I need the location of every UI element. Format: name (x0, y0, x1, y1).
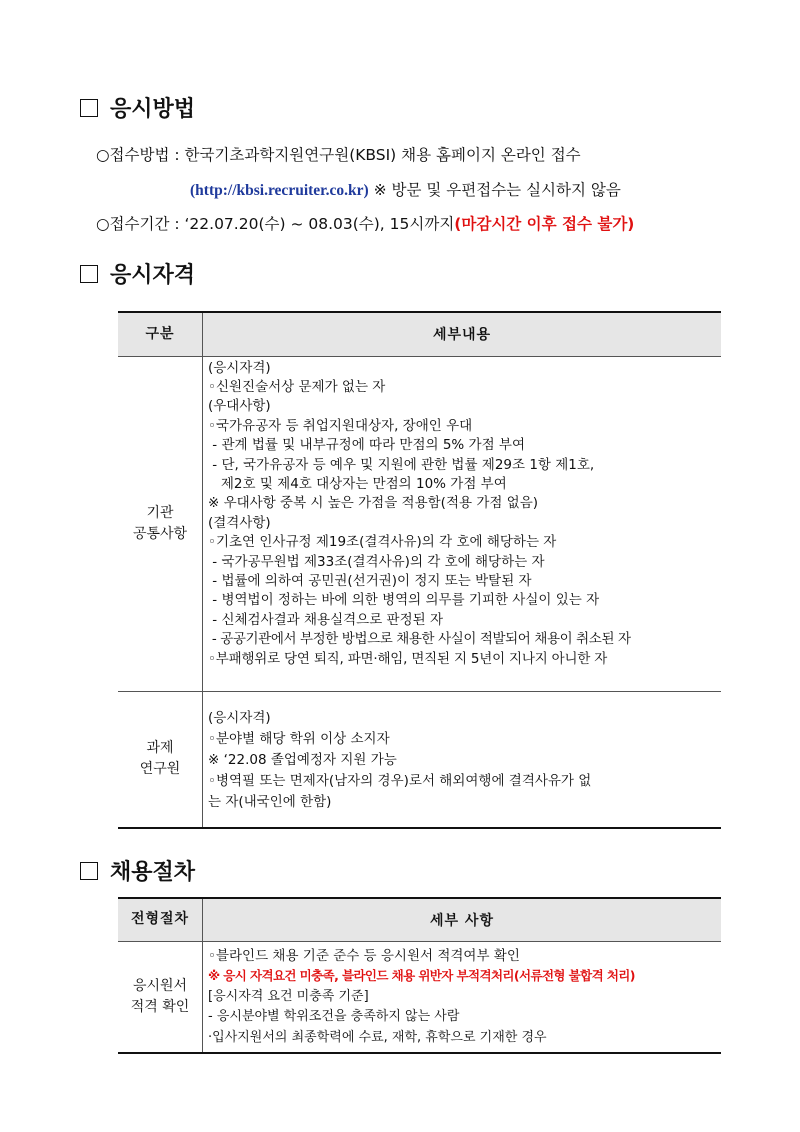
row-detail: (응시자격) ◦분야별 해당 학위 이상 소지자 ※ ‘22.08 졸업예정자 지원 가능 ◦병역필 또는 면제자(남자의 경우)로서 해외여행에 결격사유가 없 는 자(내국인에 한함) (203, 691, 722, 828)
row-category: 기관 공통사항 (118, 356, 203, 691)
row-detail: ◦블라인드 채용 기준 준수 등 응시원서 적격여부 확인 ※ 응시 자격요건 미충족, 블라인드 채용 위반자 부적격처리(서류전형 불합격 처리) [응시자격 요건 미충족 기준] - 응시분야별 학위조건을 충족하지 않는 사람 ·입사지원서의 최종학력에 수료, 재학, 휴학으로 기재한 경우 (203, 941, 722, 1053)
row-category: 과제 연구원 (118, 691, 203, 828)
header-detail: 세부내용 (203, 312, 722, 356)
checkbox-square-icon (80, 99, 98, 117)
table-header-row (118, 898, 721, 941)
table-row (118, 941, 721, 1053)
method-note: ※ 방문 및 우편접수는 실시하지 않음 (368, 181, 621, 199)
table-row (118, 691, 721, 828)
method-link-line (190, 178, 621, 200)
header-category: 구분 (118, 312, 203, 356)
section-title-method: 응시방법 (80, 92, 195, 123)
method-line: ○접수방법 : 한국기초과학지원연구원(KBSI) 채용 홈페이지 온라인 접수 (96, 146, 581, 164)
period-line (96, 212, 634, 234)
checkbox-square-icon (80, 862, 98, 880)
period-text: ○접수기간 : ‘22.07.20(수) ~ 08.03(수), 15시까지 (96, 215, 455, 233)
header-detail: 세부 사항 (203, 898, 722, 941)
table-row (118, 356, 721, 691)
checkbox-square-icon (80, 265, 98, 283)
section-title-procedure: 채용절차 (80, 855, 195, 886)
period-deadline-note: (마감시간 이후 접수 불가) (454, 215, 635, 233)
header-category: 전형절차 (118, 898, 203, 941)
procedure-table (118, 897, 721, 1054)
row-category: 응시원서 적격 확인 (118, 941, 203, 1053)
recruit-link[interactable]: (http://kbsi.recruiter.co.kr) (190, 182, 369, 199)
row-detail: (응시자격) ◦신원진술서상 문제가 없는 자 (우대사항) ◦국가유공자 등 취업지원대상자, 장애인 우대 - 관계 법률 및 내부규정에 따라 만점의 5% 가점 부여 - 단, 국가유공자 등 예우 및 지원에 관한 법률 제29조 1항 제1호, 제2호 및 제4호 대상자는 만점의 10% 가점 부여 ※ 우대사항 중복 시 높은 가점을 적용함(적용 가점 없음) (결격사항) ◦기초연 인사규정 제19조(결격사유)의 각 호에 해당하는 자 - 국가공무원법 제33조(결격사유)의 각 호에 해당하는 자 - 법률에 의하여 공민권(선거권)이 정지 또는 박탈된 자 - 병역법이 정하는 바에 의한 병역의 의무를 기피한 사실이 있는 자 - 신체검사결과 채용실격으로 판정된 자 - 공공기관에서 부정한 방법으로 채용한 사실이 적발되어 채용이 취소된 자 ◦부패행위로 당연 퇴직, 파면·해임, 면직된 지 5년이 지나지 아니한 자 (208, 359, 631, 667)
qualification-table (118, 311, 721, 829)
section-title-qualification: 응시자격 (80, 258, 195, 289)
table-header-row (118, 312, 721, 356)
